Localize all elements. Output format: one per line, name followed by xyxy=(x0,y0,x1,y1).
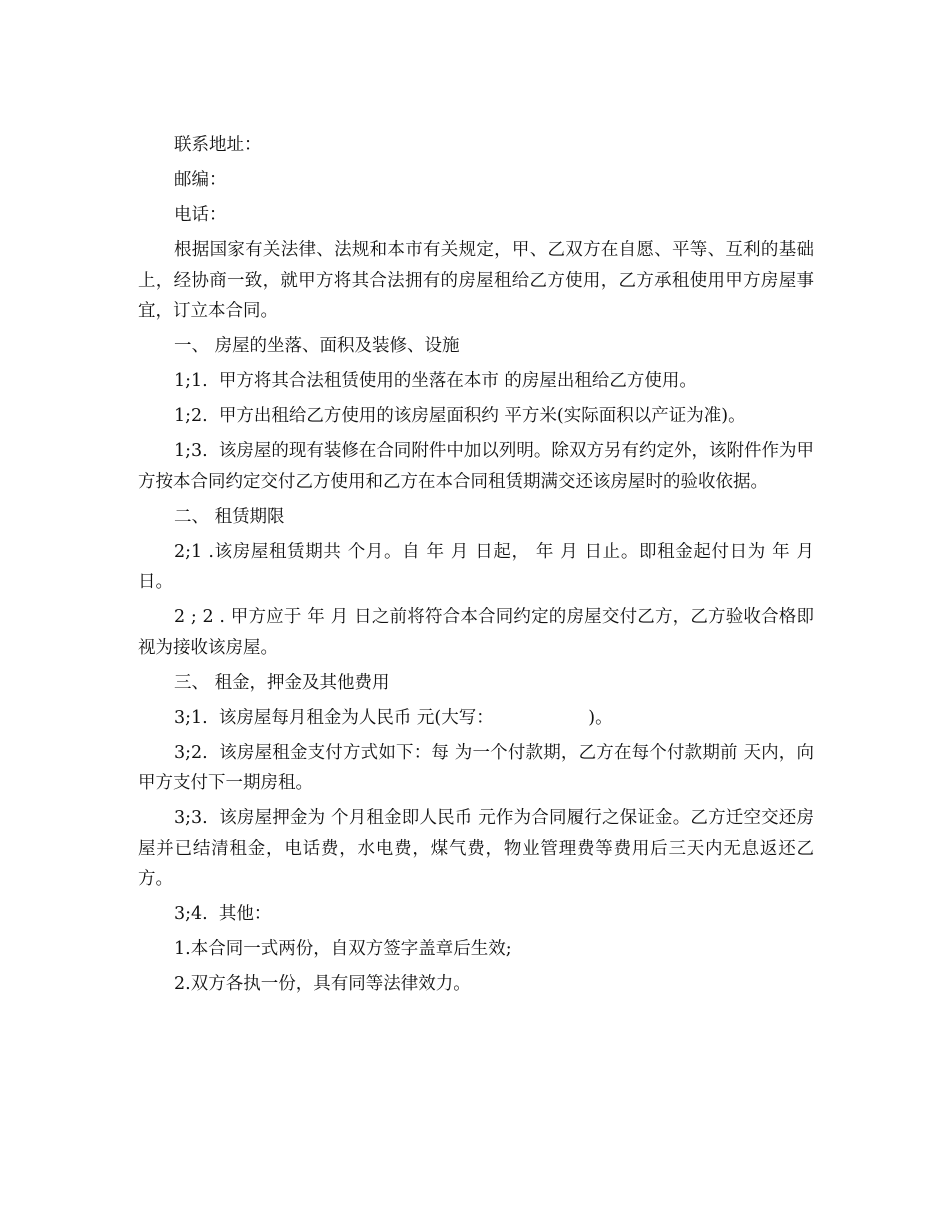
phone-line: 电话： xyxy=(174,205,227,225)
section-2-heading: 二、 租赁期限 xyxy=(174,506,285,527)
other-item-2: 2.双方各执一份，具有同等法律效力。 xyxy=(174,974,471,994)
document-body xyxy=(138,130,820,1004)
clause-1-3: 1;3. 该房屋的现有装修在合同附件中加以列明。除双方另有约定外，该附件作为甲方按本合同约定交付乙方使用和乙方在本合同租赁期满交还该房屋时的验收依据。 xyxy=(138,441,814,492)
clause-3-4: 3;4. 其他： xyxy=(174,904,272,924)
clause-1-1: 1;1. 甲方将其合法租赁使用的坐落在本市 的房屋出租给乙方使用。 xyxy=(174,371,697,391)
section-1-heading: 一、 房屋的坐落、面积及装修、设施 xyxy=(174,336,460,356)
clause-3-1: 3;1. 该房屋每月租金为人民币 元(大写： )。 xyxy=(174,707,613,728)
clause-1-2: 1;2. 甲方出租给乙方使用的该房屋面积约 平方米(实际面积以产证为准)。 xyxy=(174,406,746,426)
postal-code-line: 邮编： xyxy=(174,170,227,190)
preamble-paragraph: 根据国家有关法律、法规和本市有关规定，甲、乙双方在自愿、平等、互利的基础上，经协商一致，就甲方将其合法拥有的房屋租给乙方使用，乙方承租使用甲方房屋事宜，订立本合同。 xyxy=(138,240,814,321)
contact-address-line: 联系地址： xyxy=(174,135,262,155)
clause-2-1: 2;1 .该房屋租赁期共 个月。自 年 月 日起， 年 月 日止。即租金起付日为 年 月 日。 xyxy=(138,541,820,592)
other-item-1: 1.本合同一式两份，自双方签字盖章后生效; xyxy=(174,939,512,959)
clause-2-2: 2 ; 2 . 甲方应于 年 月 日之前将符合本合同约定的房屋交付乙方，乙方验收合格即视为接收该房屋。 xyxy=(138,607,814,658)
clause-3-3: 3;3. 该房屋押金为 个月租金即人民币 元作为合同履行之保证金。乙方迁空交还房屋并已结清租金，电话费，水电费，煤气费，物业管理费等费用后三天内无息返还乙方。 xyxy=(138,808,814,889)
section-3-heading: 三、 租金，押金及其他费用 xyxy=(174,672,390,693)
clause-3-2: 3;2. 该房屋租金支付方式如下：每 为一个付款期，乙方在每个付款期前 天内，向甲方支付下一期房租。 xyxy=(138,742,814,793)
